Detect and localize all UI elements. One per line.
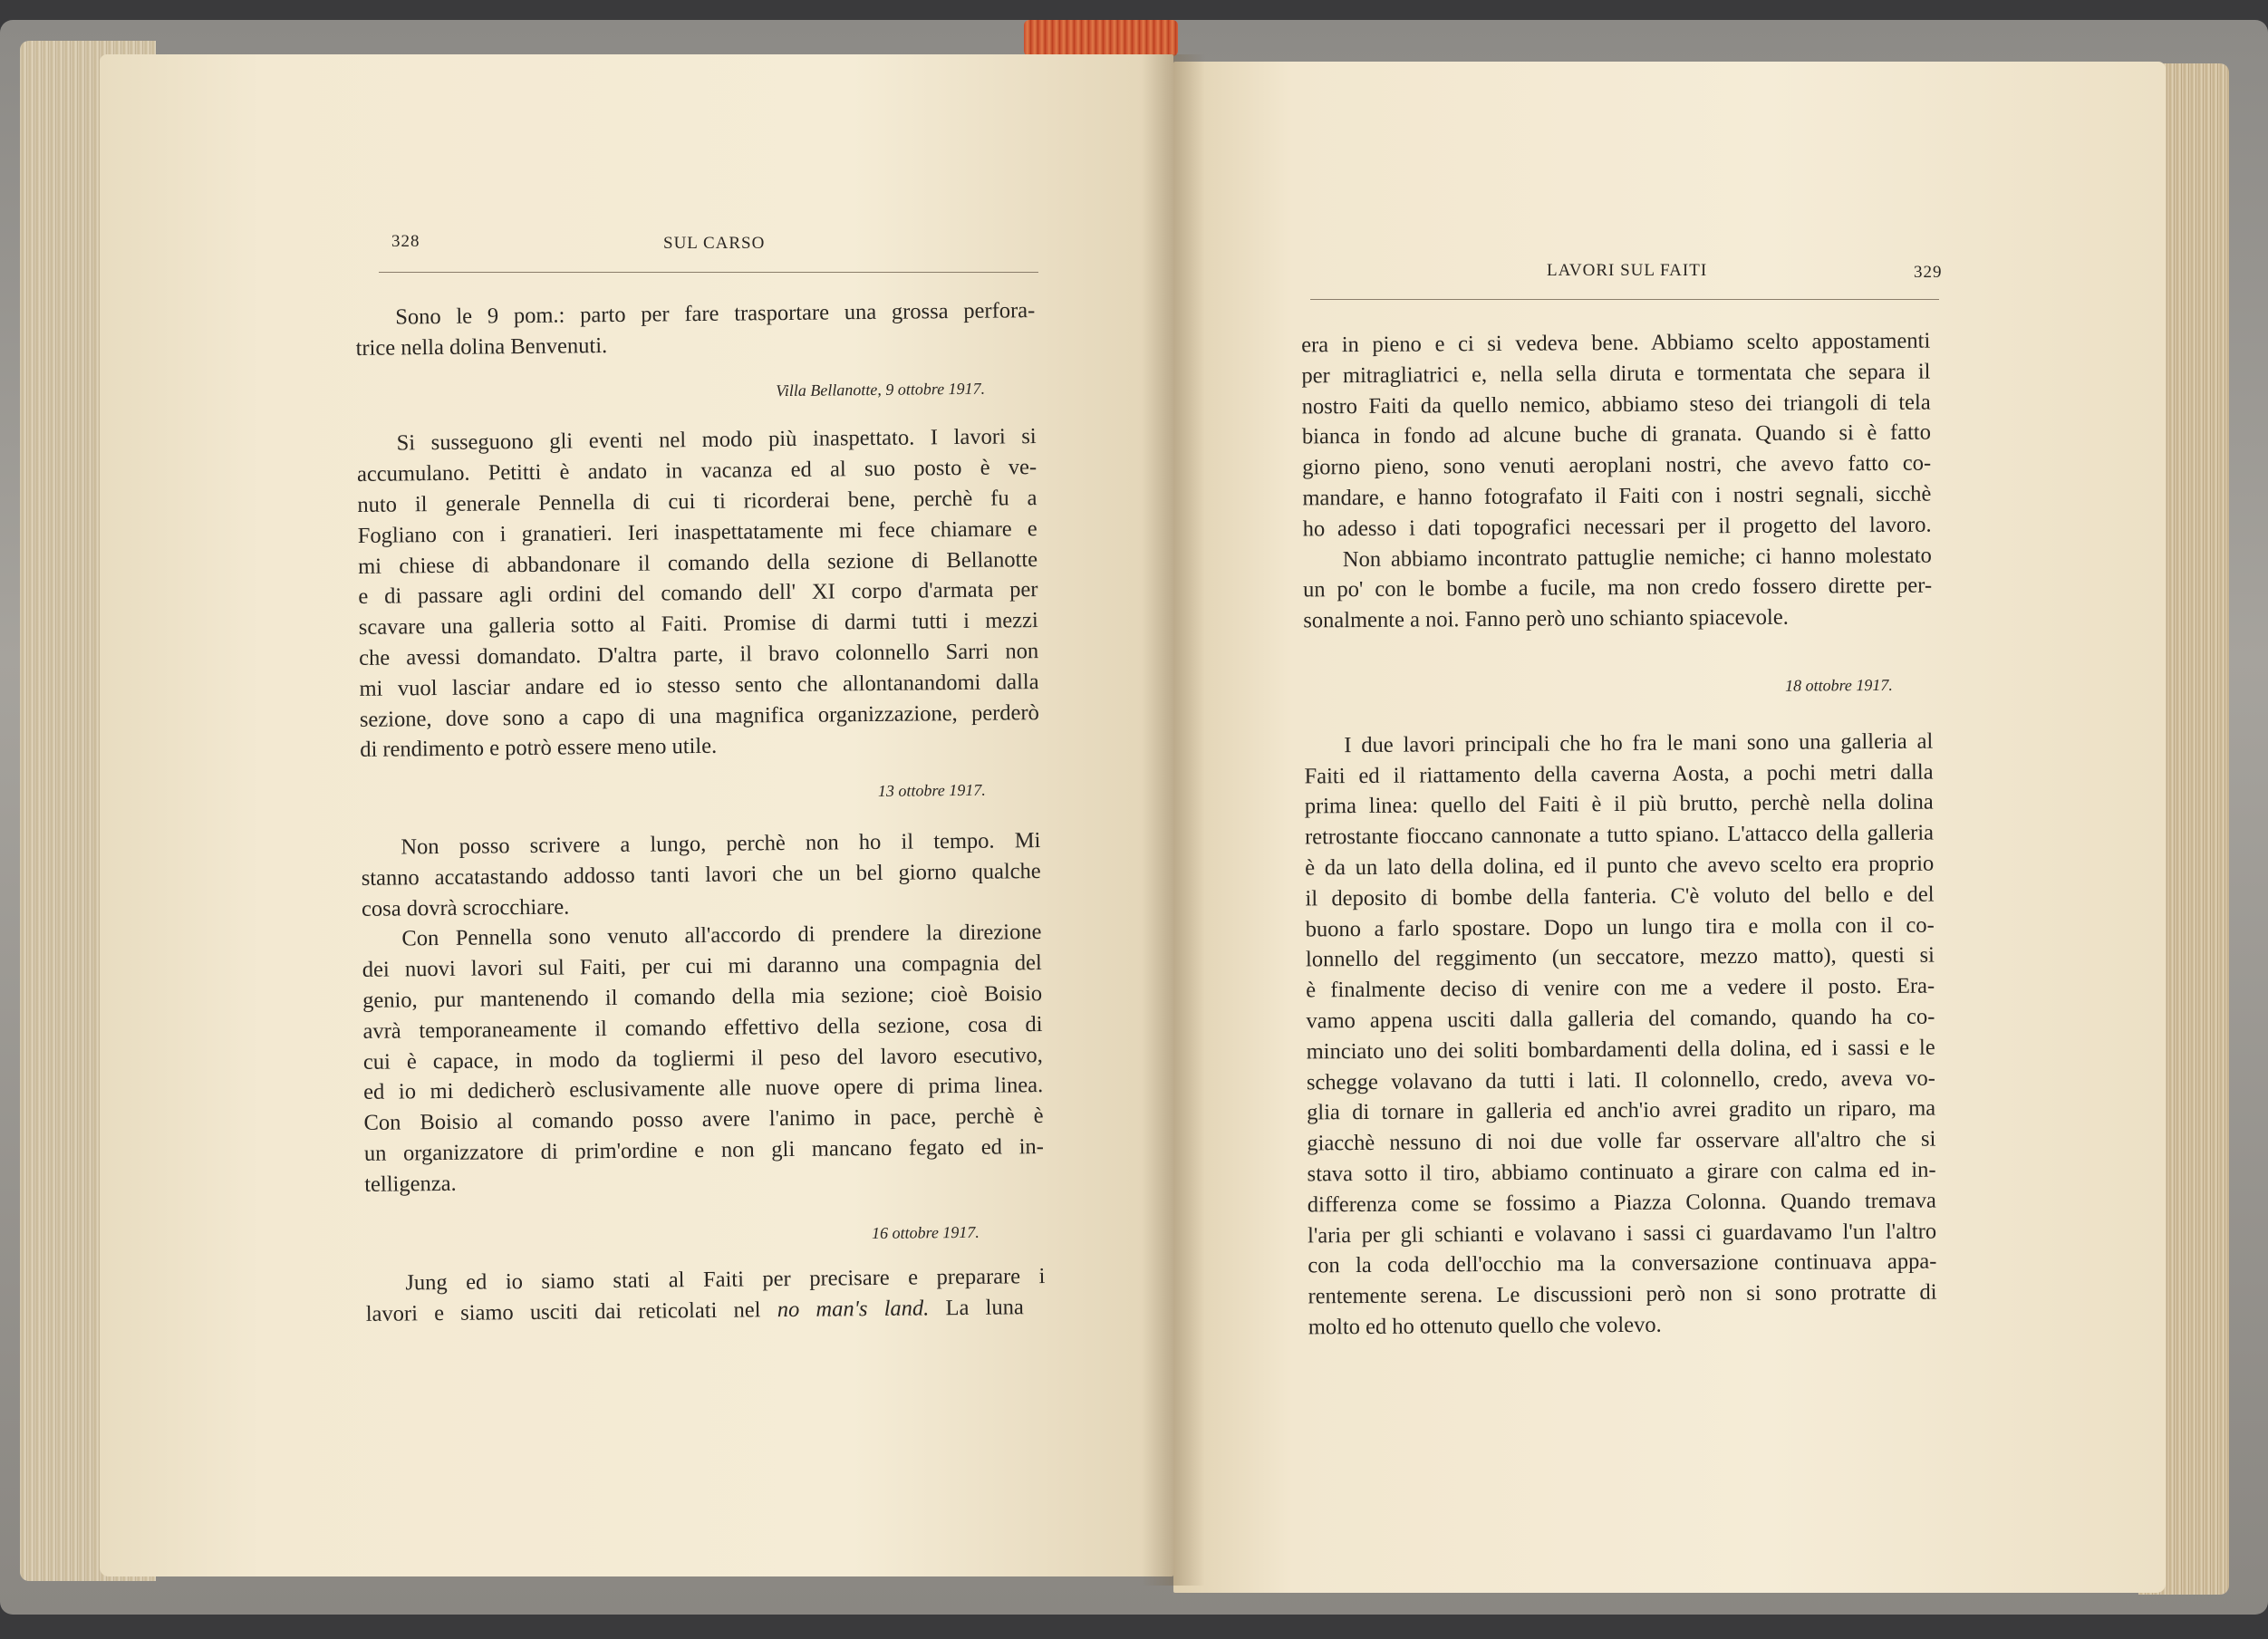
text-line: bianca in fondo ad alcune buche di granata. Quando si è fatto (1301, 419, 1932, 449)
text-line: stava sotto il tiro, abbiamo continuato a girare con calma ed in- (1307, 1157, 1936, 1187)
right-header-rule (1310, 299, 1939, 300)
text-line: un organizzatore di prim'ordine e non gli mancano fegato ed in- (363, 1133, 1045, 1166)
text-line: accumulano. Petitti è andato in vacanza ed al suo posto è ve- (356, 455, 1037, 487)
text-line: Si susseguono gli eventi nel modo più inaspettato. I lavori si (396, 424, 1037, 456)
text-line: lonnello del reggimento (un seccatore, mezzo matto), questi si (1305, 942, 1935, 972)
text-line: per mitragliatrici e, nella sella diruta e tormentata che separa il (1301, 359, 1931, 389)
date-heading: 13 ottobre 1917. (877, 780, 986, 801)
text-line: Con Pennella sono venuto all'accordo di prendere la direzione (401, 920, 1042, 951)
text-line: genio, pur mantenendo il comando della mia sezione; cioè Boisio (362, 981, 1043, 1013)
text-line: buono a farlo spostare. Dopo un lungo tira e molla con il co- (1305, 912, 1935, 941)
date-heading: 18 ottobre 1917. (1784, 675, 1893, 695)
text-line: sezione, dove sono a capo di una magnifica organizzazione, perderò (359, 699, 1040, 732)
text-fragment: lavori e siamo usciti dai reticolati nel (365, 1297, 761, 1327)
text-line: ed io mi dedicherò esclusivamente alle nuove opere di prima linea. (363, 1073, 1044, 1105)
text-line: dei nuovi lavori sul Faiti, per cui mi daranno una compagnia del (362, 950, 1042, 983)
right-page-number: 329 (1914, 263, 1943, 282)
text-line: schegge volavano da tutti i lati. Il colonnello, credo, aveva vo- (1306, 1065, 1935, 1094)
paragraph (365, 1261, 1046, 1329)
text-line: cui è capace, in modo da togliermi il peso del lavoro esecutivo, (362, 1042, 1043, 1075)
text-line: Faiti ed il riattamento della caverna Aosta, a pochi metri dalla (1304, 759, 1934, 788)
text-line: di rendimento e potrò essere meno utile. (360, 734, 718, 763)
paragraph (357, 421, 1040, 766)
text-line: vamo appena usciti dalla galleria del comando, quando ha co- (1306, 1004, 1935, 1034)
text-line: l'aria per gli schianti e volavano i sassi ci guardavamo l'un l'altro (1307, 1219, 1937, 1248)
text-line: rentemente serena. Le discussioni però non si sono protratte di (1308, 1279, 1937, 1309)
text-line: nostro Faiti da quello nemico, abbiamo steso dei triangoli di tela (1301, 390, 1931, 419)
paragraph (1303, 540, 1933, 636)
text-line: Fogliano con i granatieri. Ieri inaspettatamente mi fece chiamare e (357, 516, 1037, 548)
text-line: era in pieno e ci si vedeva bene. Abbiamo scelto appostamenti (1301, 328, 1931, 358)
text-line: retrostante fioccano cannonate a tutto spiano. L'attacco della galleria (1304, 820, 1935, 850)
text-line: avrà temporaneamente il comando effettivo della sezione, cosa di (362, 1011, 1043, 1044)
text-line: Sono le 9 pom.: parto per fare trasportare una grossa perfora- (395, 298, 1036, 330)
text-line: Non abbiamo incontrato pattuglie nemiche; ci hanno molestato (1342, 543, 1932, 572)
text-line: ho adesso i dati topografici necessari per il progetto del lavoro. (1302, 512, 1932, 542)
text-line: glia di tornare in galleria ed anch'io avrei gradito un riparo, ma (1307, 1095, 1936, 1125)
text-line: giacchè nessuno di noi due volle far osservare all'altro che si (1307, 1126, 1936, 1156)
text-line: molto ed ho ottenuto quello che volevo. (1308, 1312, 1662, 1340)
left-header-rule (379, 272, 1038, 273)
paragraph (1301, 326, 1932, 545)
italic-phrase: no man's land. (777, 1296, 930, 1323)
text-line: differenza come se fossimo a Piazza Colonna. Quando tremava (1307, 1188, 1936, 1218)
paragraph (1304, 726, 1937, 1343)
text-line: che avessi domandato. D'altra parte, il bravo colonnello Sarri non (359, 639, 1039, 670)
text-line: trice nella dolina Benvenuti. (355, 333, 608, 361)
paragraph (362, 917, 1044, 1200)
text-line: giorno pieno, sono venuti aeroplani nostri, che avevo fatto co- (1302, 450, 1932, 480)
text-line: Jung ed io siamo stati al Faiti per precisare e preparare i (405, 1264, 1046, 1296)
text-line: prima linea: quello del Faiti è il più brutto, perchè nella dolina (1304, 789, 1934, 819)
text-line: Non posso scrivere a lungo, perchè non ho il tempo. Mi (401, 828, 1041, 860)
text-line: mi vuol lasciar andare ed io stesso sento che allontanandomi dalla (359, 669, 1039, 701)
right-running-head: LAVORI SUL FAITI (1547, 261, 1708, 280)
text-line: Con Boisio al comando posso avere l'animo in pace, perchè è (363, 1104, 1044, 1136)
text-line: nuto il generale Pennella di cui ti ricorderai bene, perchè fu a (357, 486, 1037, 517)
text-line: scavare una galleria sotto al Faiti. Promise di darmi tutti i mezzi (358, 608, 1038, 641)
text-line: cosa dovrà scrocchiare. (361, 894, 570, 921)
text-line: è da un lato della dolina, ed il punto che avevo scelto era proprio (1305, 851, 1935, 881)
text-line: un po' con le bombe a fucile, ma non credo fossero dirette per- (1303, 573, 1933, 603)
text-line: I due lavori principali che ho fra le mani sono una galleria al (1344, 728, 1934, 757)
left-running-head: SUL CARSO (663, 234, 766, 253)
text-line: minciato uno dei soliti bombardamenti della dolina, ed i sassi e le (1306, 1035, 1935, 1065)
text-line: stanno accatastando addosso tanti lavori che un bel giorno qualche (361, 858, 1041, 891)
text-line: telligenza. (364, 1171, 457, 1197)
date-heading: 16 ottobre 1917. (871, 1222, 980, 1242)
text-line: il deposito di bombe della fanteria. C'è voluto del bello e del (1305, 882, 1935, 911)
text-fragment: La luna (945, 1295, 1024, 1321)
text-line: è finalmente deciso di venire con me a vedere il posto. Era- (1306, 973, 1935, 1003)
book-gutter (1142, 54, 1205, 1586)
left-text-block (355, 295, 1046, 1330)
paragraph (361, 825, 1041, 924)
text-line: sonalmente a noi. Fanno però uno schianto spiacevole. (1303, 604, 1789, 633)
text-line: mandare, e hanno fotografato il Faiti con i nostri segnali, sicchè (1302, 481, 1932, 511)
right-text-block (1301, 326, 1937, 1344)
left-page-number: 328 (391, 232, 420, 251)
date-heading: Villa Bellanotte, 9 ottobre 1917. (776, 379, 986, 400)
text-line: e di passare agli ordini del comando dell' XI corpo d'armata per (358, 577, 1038, 610)
headband (1024, 20, 1178, 56)
text-line: mi chiese di abbandonare il comando della sezione di Bellanotte (357, 546, 1038, 579)
text-line: con la coda dell'occhio ma la conversazione continuava appa- (1308, 1249, 1937, 1278)
